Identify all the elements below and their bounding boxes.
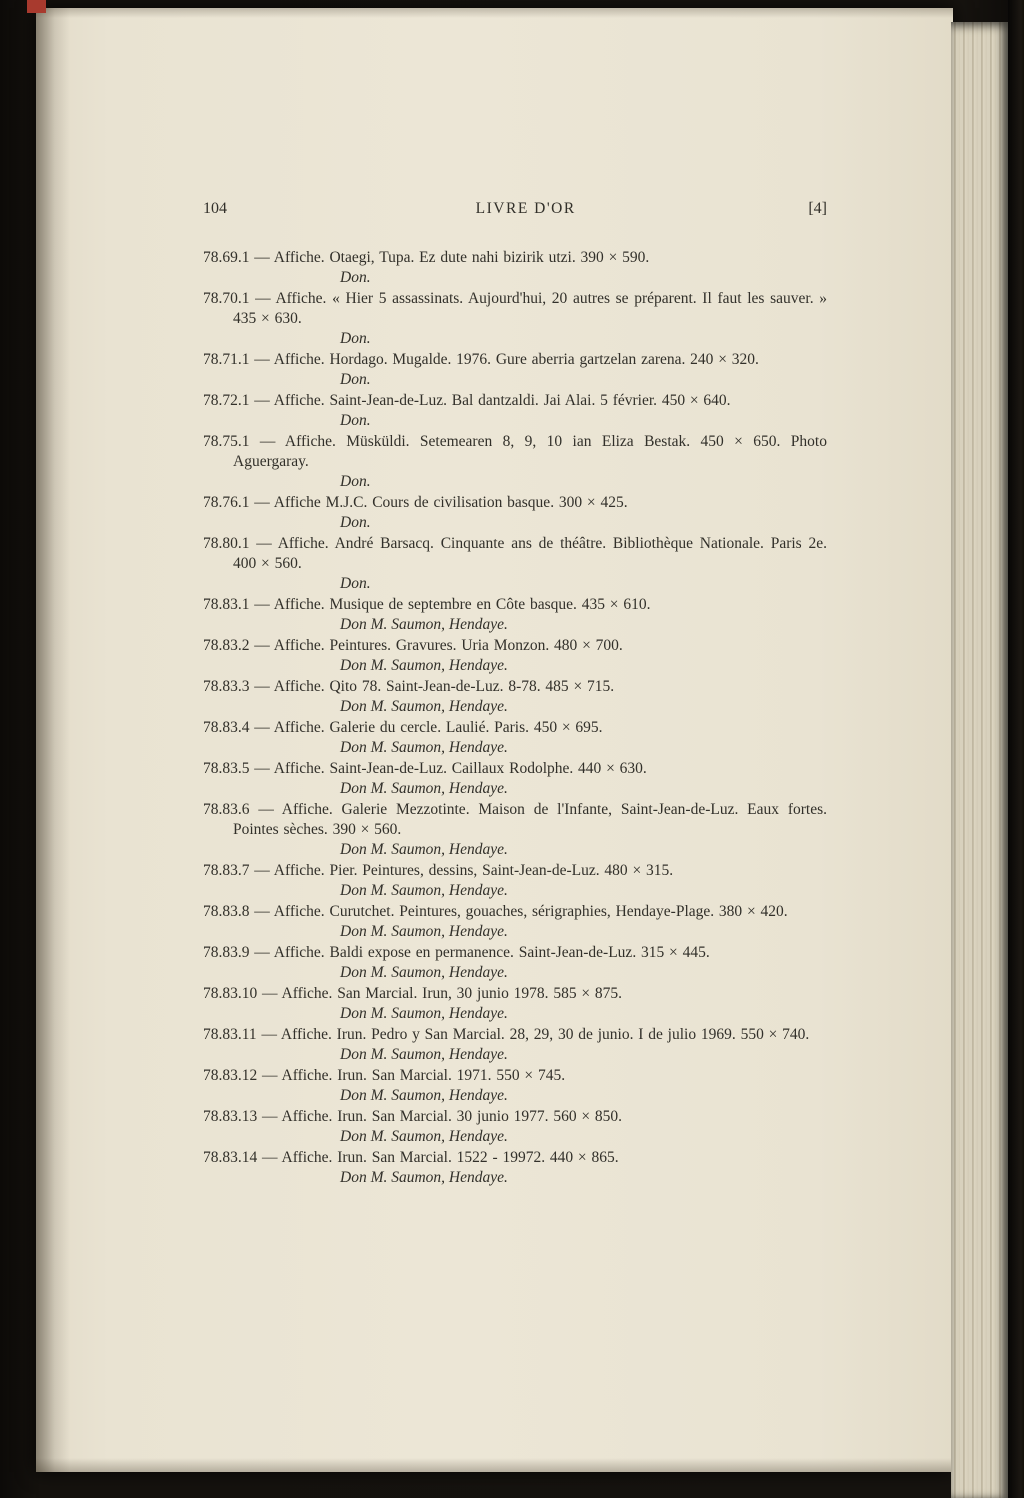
- entry-donor: Don.: [340, 412, 371, 429]
- catalog-entry: [203, 1025, 827, 1065]
- entry-donor: Don M. Saumon, Hendaye.: [340, 923, 508, 940]
- catalog-entry: [203, 718, 827, 758]
- entry-donor: Don M. Saumon, Hendaye.: [340, 882, 508, 899]
- page-bottom-shade: [36, 1458, 953, 1472]
- entry-text: 78.83.12 — Affiche. Irun. San Marcial. 1971. 550 × 745.: [203, 1067, 566, 1084]
- page-number: 104: [203, 200, 227, 217]
- catalog-entry: [203, 861, 827, 901]
- entry-text: 78.83.11 — Affiche. Irun. Pedro y San Marcial. 28, 29, 30 de junio. I de julio 1969. 550 × 740.: [203, 1026, 810, 1043]
- spine-shadow: [36, 8, 70, 1472]
- catalog-entry: [203, 800, 827, 860]
- catalog-entry: [203, 248, 827, 288]
- catalog-entry: [203, 902, 827, 942]
- entry-text: 78.83.7 — Affiche. Pier. Peintures, dessins, Saint-Jean-de-Luz. 480 × 315.: [203, 862, 674, 879]
- book-page: [36, 8, 953, 1472]
- entry-donor: Don M. Saumon, Hendaye.: [340, 616, 508, 633]
- catalog-entry: [203, 759, 827, 799]
- catalog-entry: [203, 1107, 827, 1147]
- entry-text: 78.83.4 — Affiche. Galerie du cercle. Laulié. Paris. 450 × 695.: [203, 719, 603, 736]
- entry-list: [203, 248, 827, 1188]
- entry-text: 78.83.14 — Affiche. Irun. San Marcial. 1522 - 19972. 440 × 865.: [203, 1149, 619, 1166]
- page-top-shade: [36, 8, 953, 18]
- entry-donor: Don.: [340, 330, 371, 347]
- entry-donor: Don M. Saumon, Hendaye.: [340, 657, 508, 674]
- entry-text: 78.80.1 — Affiche. André Barsacq. Cinquante ans de théâtre. Bibliothèque Nationale. Paris 2e. 400 × 560.: [203, 535, 827, 572]
- entry-text: 78.83.3 — Affiche. Qito 78. Saint-Jean-de-Luz. 8-78. 485 × 715.: [203, 678, 615, 695]
- catalog-entry: [203, 595, 827, 635]
- entry-text: 78.83.9 — Affiche. Baldi expose en permanence. Saint-Jean-de-Luz. 315 × 445.: [203, 944, 710, 961]
- entry-donor: Don.: [340, 371, 371, 388]
- catalog-entry: [203, 289, 827, 349]
- red-edge-mark: [27, 0, 46, 13]
- catalog-entry: [203, 493, 827, 533]
- page-title: LIVRE D'OR: [475, 200, 576, 217]
- entry-donor: Don M. Saumon, Hendaye.: [340, 1046, 508, 1063]
- entry-text: 78.83.8 — Affiche. Curutchet. Peintures, gouaches, sérigraphies, Hendaye-Plage. 380 × 420.: [203, 903, 788, 920]
- catalog-entry: [203, 943, 827, 983]
- page-header: [203, 200, 827, 218]
- entry-donor: Don M. Saumon, Hendaye.: [340, 780, 508, 797]
- entry-donor: Don M. Saumon, Hendaye.: [340, 964, 508, 981]
- entry-donor: Don M. Saumon, Hendaye.: [340, 1128, 508, 1145]
- catalog-entry: [203, 534, 827, 594]
- page-edge-stack: [951, 22, 1008, 1498]
- entry-donor: Don M. Saumon, Hendaye.: [340, 739, 508, 756]
- entry-text: 78.71.1 — Affiche. Hordago. Mugalde. 1976. Gure aberria gartzelan zarena. 240 × 320.: [203, 351, 759, 368]
- entry-text: 78.69.1 — Affiche. Otaegi, Tupa. Ez dute nahi bizirik utzi. 390 × 590.: [203, 249, 650, 266]
- entry-donor: Don.: [340, 473, 371, 490]
- entry-text: 78.83.2 — Affiche. Peintures. Gravures. Uria Monzon. 480 × 700.: [203, 637, 623, 654]
- section-mark: [4]: [808, 200, 827, 217]
- page-content: [203, 200, 827, 1189]
- entry-text: 78.83.5 — Affiche. Saint-Jean-de-Luz. Caillaux Rodolphe. 440 × 630.: [203, 760, 647, 777]
- catalog-entry: [203, 391, 827, 431]
- entry-text: 78.83.6 — Affiche. Galerie Mezzotinte. Maison de l'Infante, Saint-Jean-de-Luz. Eaux fortes. Pointes sèches. 390 × 560.: [203, 801, 827, 838]
- entry-text: 78.72.1 — Affiche. Saint-Jean-de-Luz. Bal dantzaldi. Jai Alai. 5 février. 450 × 640.: [203, 392, 731, 409]
- book-gutter: [1008, 0, 1024, 1498]
- entry-donor: Don.: [340, 514, 371, 531]
- entry-text: 78.76.1 — Affiche M.J.C. Cours de civilisation basque. 300 × 425.: [203, 494, 628, 511]
- entry-donor: Don M. Saumon, Hendaye.: [340, 841, 508, 858]
- catalog-entry: [203, 1148, 827, 1188]
- entry-donor: Don M. Saumon, Hendaye.: [340, 698, 508, 715]
- catalog-entry: [203, 677, 827, 717]
- catalog-entry: [203, 1066, 827, 1106]
- entry-donor: Don.: [340, 575, 371, 592]
- entry-text: 78.70.1 — Affiche. « Hier 5 assassinats. Aujourd'hui, 20 autres se préparent. Il faut les sauver. » 435 × 630.: [203, 290, 827, 327]
- catalog-entry: [203, 636, 827, 676]
- entry-text: 78.83.13 — Affiche. Irun. San Marcial. 30 junio 1977. 560 × 850.: [203, 1108, 623, 1125]
- entry-donor: Don M. Saumon, Hendaye.: [340, 1087, 508, 1104]
- entry-donor: Don.: [340, 269, 371, 286]
- catalog-entry: [203, 350, 827, 390]
- catalog-entry: [203, 432, 827, 492]
- catalog-entry: [203, 984, 827, 1024]
- entry-donor: Don M. Saumon, Hendaye.: [340, 1005, 508, 1022]
- entry-text: 78.75.1 — Affiche. Müsküldi. Setemearen 8, 9, 10 ian Eliza Bestak. 450 × 650. Photo Aguergaray.: [203, 433, 827, 470]
- entry-donor: Don M. Saumon, Hendaye.: [340, 1169, 508, 1186]
- entry-text: 78.83.10 — Affiche. San Marcial. Irun, 30 junio 1978. 585 × 875.: [203, 985, 623, 1002]
- entry-text: 78.83.1 — Affiche. Musique de septembre en Côte basque. 435 × 610.: [203, 596, 651, 613]
